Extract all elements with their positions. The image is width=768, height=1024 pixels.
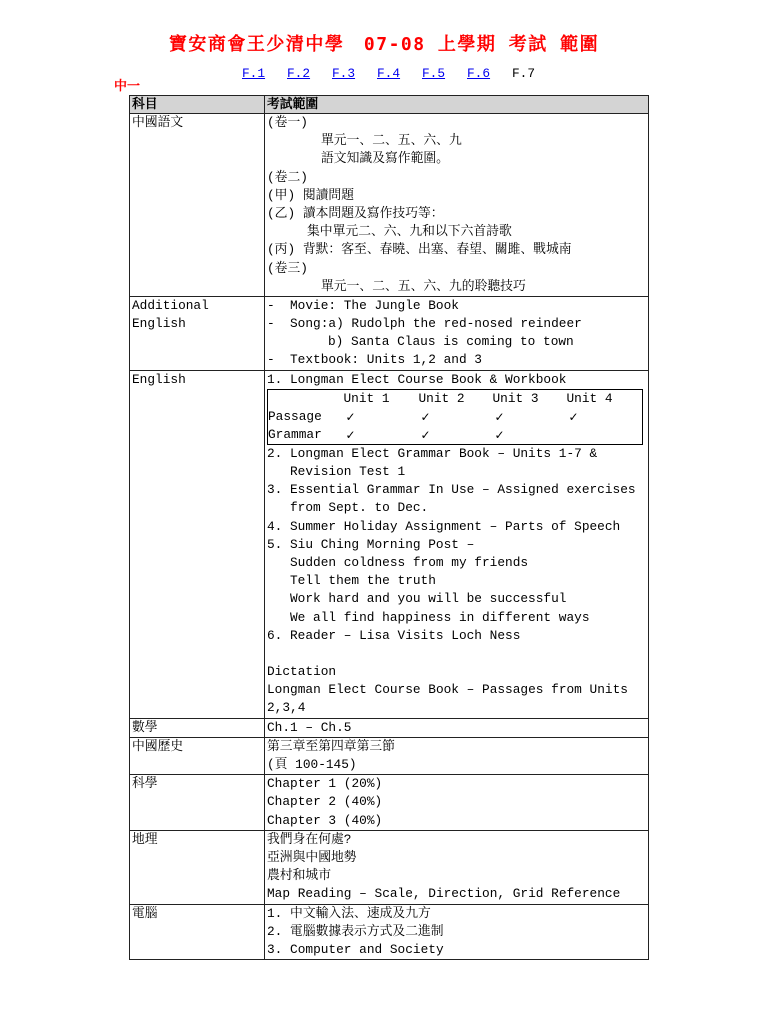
form-links-bar <box>242 65 557 83</box>
units-corner-cell <box>268 389 342 408</box>
item-number: 2. <box>267 445 283 461</box>
scope-text: b) Santa Claus is coming to town <box>328 334 574 350</box>
check-mark-icon: ✓ <box>568 409 579 424</box>
subject-row-history <box>130 737 649 774</box>
form-link-f1[interactable]: F.1 <box>242 66 266 81</box>
subject-name: Additional English <box>132 297 209 332</box>
scope-line: We all find happiness in different ways <box>290 609 590 625</box>
scope-line <box>267 481 648 499</box>
subject-row-computer <box>130 904 649 960</box>
scope-line: Sudden coldness from my friends <box>290 554 529 570</box>
scope-line: 亞洲與中國地勢 <box>267 849 357 865</box>
scope-text: Textbook: Units 1,2 and 3 <box>290 352 482 368</box>
check-mark-icon: ✓ <box>345 409 356 424</box>
scope-line <box>267 627 648 645</box>
scope-line: (頁 100-145) <box>267 757 357 773</box>
subject-row-science <box>130 775 649 831</box>
form-link-f6[interactable]: F.6 <box>467 66 491 81</box>
units-row-label: Passage <box>268 408 322 424</box>
form-link-f4[interactable]: F.4 <box>377 66 401 81</box>
check-mark-icon: ✓ <box>494 409 505 424</box>
scope-cell <box>265 775 649 831</box>
check-mark-icon: ✓ <box>345 427 356 442</box>
subject-name: 中國歷史 <box>130 737 265 774</box>
scope-line <box>267 351 648 369</box>
form-link-f2[interactable]: F.2 <box>287 66 311 81</box>
scope-line: (卷一) <box>267 115 308 130</box>
scope-line: 農村和城市 <box>267 868 331 884</box>
scope-line: Chapter 1 (20%) <box>267 776 383 792</box>
form-link-f5[interactable]: F.5 <box>422 66 446 81</box>
scope-line: Tell them the truth <box>290 573 436 589</box>
scope-text: Siu Ching Morning Post – <box>290 536 475 552</box>
check-mark-icon: ✓ <box>494 427 505 442</box>
units-row-grammar <box>268 426 643 445</box>
form-link-f3[interactable]: F.3 <box>332 66 356 81</box>
scope-line <box>267 518 648 536</box>
subject-name: 數學 <box>130 718 265 737</box>
scope-text: Movie: The Jungle Book <box>290 297 459 313</box>
scope-line: 2,3,4 <box>267 700 306 716</box>
bullet-marker: - <box>267 316 275 332</box>
bullet-marker: - <box>267 352 275 368</box>
header-scope: 考試範圍 <box>265 96 649 114</box>
scope-line: 單元一、二、五、六、九 <box>321 133 462 149</box>
units-header-unit-4: Unit 4 <box>566 390 613 406</box>
scope-cell <box>265 830 649 904</box>
scope-line: Ch.1 – Ch.5 <box>267 719 352 735</box>
scope-cell <box>265 718 649 737</box>
page-title: 寶安商會王少清中學 07-08 上學期 考試 範圍 <box>168 34 600 55</box>
scope-line: (甲) 閱讀問題 <box>267 187 355 203</box>
subject-row-chinese <box>130 114 649 297</box>
scope-text: Essential Grammar In Use – Assigned exercises <box>290 482 636 498</box>
scope-line: (卷三) <box>267 260 308 276</box>
units-row-passage <box>268 408 643 426</box>
units-table <box>267 389 643 445</box>
subject-row-math <box>130 718 649 737</box>
scope-cell <box>265 296 649 370</box>
scope-text: Reader – Lisa Visits Loch Ness <box>290 627 521 643</box>
subject-name: 電腦 <box>130 904 265 960</box>
item-number: 4. <box>267 518 283 534</box>
dictation-title: Dictation <box>267 664 337 680</box>
subject-name: English <box>130 370 265 718</box>
header-subject: 科目 <box>130 96 265 114</box>
scope-line: 我們身在何處? <box>267 831 352 847</box>
scope-line: Chapter 2 (40%) <box>267 794 383 810</box>
form-label-f7-current: F.7 <box>512 66 536 81</box>
scope-line: Revision Test 1 <box>290 464 406 479</box>
check-mark-icon: ✓ <box>420 427 431 442</box>
scope-line: 集中單元二、六、九和以下六首詩歌 <box>307 224 512 240</box>
scope-cell <box>265 904 649 960</box>
check-mark-icon: ✓ <box>420 409 431 424</box>
scope-line: 第三章至第四章第三節 <box>267 738 395 754</box>
units-header-unit-1: Unit 1 <box>343 390 390 406</box>
check-mark-icon <box>565 426 643 445</box>
scope-line: Longman Elect Course Book – Passages from Units <box>267 682 628 698</box>
bullet-marker: - <box>267 297 275 313</box>
scope-cell <box>265 370 649 718</box>
item-number: 1. <box>267 371 283 387</box>
subject-name: 地理 <box>130 830 265 904</box>
item-number: 3. <box>267 482 283 498</box>
scope-line: (丙) 背默：客至、春曉、出塞、春望、關雎、戰城南 <box>267 242 572 258</box>
scope-line: (卷二) <box>267 169 308 185</box>
subject-cell <box>130 296 265 370</box>
scope-line: 單元一、二、五、六、九的聆聽技巧 <box>321 278 526 294</box>
subject-row-english <box>130 370 649 718</box>
scope-line <box>267 371 648 389</box>
subject-row-additional-english <box>130 296 649 370</box>
scope-line <box>267 315 648 333</box>
subject-row-geography <box>130 830 649 904</box>
scope-line: 語文知識及寫作範圍。 <box>321 151 449 167</box>
item-number: 6. <box>267 627 283 643</box>
scope-line <box>267 536 648 554</box>
units-header-unit-2: Unit 2 <box>418 390 465 406</box>
scope-line: 3. Computer and Society <box>267 941 444 957</box>
scope-line <box>267 445 648 463</box>
table-header-row <box>130 96 649 114</box>
form-level-label: 中一 <box>114 79 141 94</box>
subject-name: 中國語文 <box>130 114 265 297</box>
scope-text: Longman Elect Course Book & Workbook <box>290 371 567 387</box>
blank-line <box>267 645 648 663</box>
scope-line: from Sept. to Dec. <box>290 500 429 516</box>
scope-line: (乙) 讀本問題及寫作技巧等： <box>267 205 444 221</box>
units-row-label: Grammar <box>268 426 322 442</box>
scope-line: Chapter 3 (40%) <box>267 812 383 828</box>
exam-scope-table <box>129 95 649 960</box>
scope-line: Work hard and you will be successful <box>290 591 567 607</box>
scope-text: Summer Holiday Assignment – Parts of Speech <box>290 518 621 534</box>
units-header-row <box>268 389 643 408</box>
scope-line: Map Reading – Scale, Direction, Grid Reference <box>267 886 621 902</box>
scope-line <box>267 297 648 315</box>
scope-text: Song:a) Rudolph the red-nosed reindeer <box>290 316 582 332</box>
scope-line: 2. 電腦數據表示方式及二進制 <box>267 923 444 939</box>
item-number: 5. <box>267 536 283 552</box>
scope-text: Longman Elect Grammar Book – Units 1-7 & <box>290 445 598 461</box>
scope-line <box>267 333 648 351</box>
subject-name: 科學 <box>130 775 265 831</box>
scope-cell <box>265 737 649 774</box>
units-header-unit-3: Unit 3 <box>492 390 539 406</box>
scope-cell <box>265 114 649 297</box>
scope-line: 1. 中文輸入法、速成及九方 <box>267 905 431 921</box>
